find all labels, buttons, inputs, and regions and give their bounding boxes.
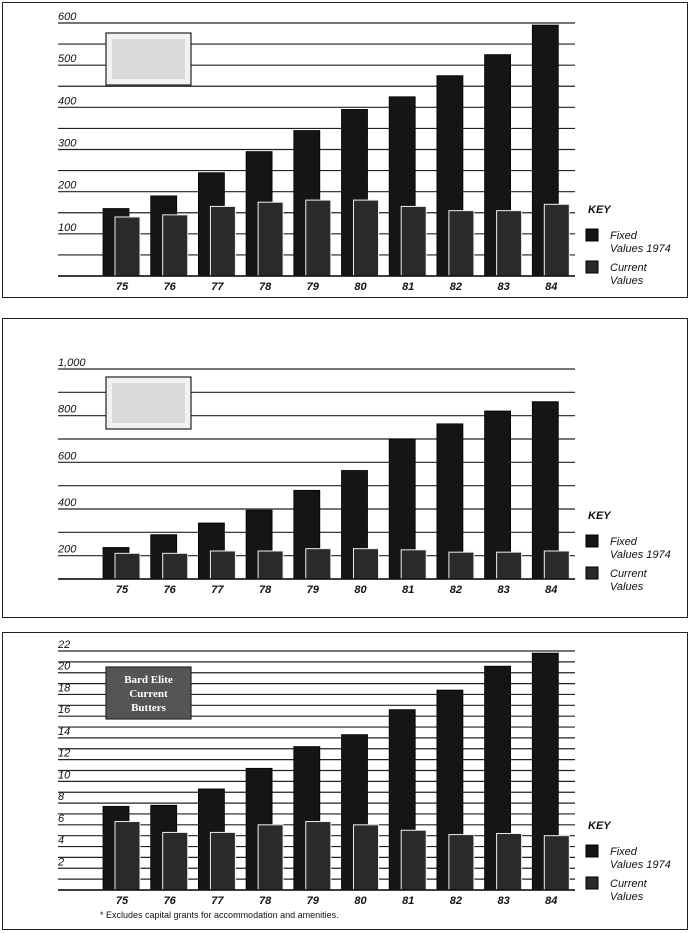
inset-label-texture	[112, 39, 185, 79]
bar-current-values	[258, 202, 283, 276]
x-tick-label: 75	[115, 281, 129, 293]
y-tick-label: 14	[58, 725, 71, 738]
x-tick-label: 77	[211, 281, 224, 293]
inset-label-text: Butters	[131, 702, 166, 714]
x-tick-label: 84	[545, 281, 558, 293]
bar-current-values	[210, 551, 235, 579]
x-tick-label: 77	[211, 895, 224, 907]
x-tick-label: 84	[545, 584, 558, 596]
x-tick-label: 80	[354, 281, 367, 293]
chart-panel-3	[2, 632, 688, 930]
inset-label-text: Bard Elite	[124, 674, 173, 686]
legend-label: Values	[610, 891, 644, 903]
legend-label: Values 1974	[610, 243, 671, 255]
chart-svg-2	[3, 319, 686, 616]
x-tick-label: 82	[449, 584, 463, 596]
bar-current-values	[497, 834, 522, 890]
y-tick-label: 12	[58, 747, 71, 760]
inset-label-text: Current	[129, 688, 168, 700]
x-tick-label: 81	[402, 281, 415, 293]
x-tick-label: 83	[497, 281, 510, 293]
y-tick-label: 10	[58, 769, 71, 782]
y-tick-label: 800	[58, 403, 77, 416]
chart-svg-1	[3, 3, 686, 296]
bar-current-values	[258, 825, 283, 890]
bar-current-values	[210, 832, 235, 890]
bar-current-values	[163, 832, 188, 890]
x-tick-label: 76	[163, 281, 176, 293]
footnote: * Excludes capital grants for accommodation and amenities.	[100, 910, 339, 920]
y-tick-label: 600	[58, 11, 77, 23]
y-tick-label: 8	[58, 791, 65, 804]
y-tick-label: 200	[58, 179, 77, 192]
key-title: KEY	[588, 820, 611, 832]
legend-label: Values	[610, 581, 644, 593]
y-tick-label: 500	[58, 53, 77, 66]
y-tick-label: 16	[58, 704, 71, 717]
bar-current-values	[306, 200, 331, 276]
y-tick-label: 600	[58, 450, 77, 463]
x-tick-label: 79	[306, 895, 319, 907]
x-tick-label: 81	[402, 584, 415, 596]
bar-current-values	[544, 204, 569, 276]
y-tick-label: 400	[58, 497, 77, 509]
bar-current-values	[258, 551, 283, 579]
legend-label: Values 1974	[610, 859, 671, 871]
bar-current-values	[497, 211, 522, 276]
bar-current-values	[306, 549, 331, 579]
inset-label-texture	[112, 383, 185, 423]
key-title: KEY	[588, 204, 611, 216]
x-tick-label: 78	[258, 584, 272, 596]
bar-current-values	[163, 215, 188, 276]
y-tick-label: 100	[58, 221, 77, 234]
x-tick-label: 79	[306, 584, 319, 596]
x-tick-label: 78	[258, 281, 272, 293]
bar-current-values	[449, 211, 474, 276]
bar-current-values	[115, 822, 140, 890]
x-tick-label: 84	[545, 895, 558, 907]
legend-swatch	[586, 535, 598, 547]
legend-swatch	[586, 261, 598, 273]
legend-label: Current	[610, 568, 647, 580]
bar-current-values	[401, 830, 426, 890]
y-tick-label: 4	[58, 834, 65, 847]
bar-current-values	[449, 835, 474, 890]
x-tick-label: 82	[449, 895, 463, 907]
x-tick-label: 83	[497, 584, 510, 596]
bar-current-values	[210, 206, 235, 276]
x-tick-label: 79	[306, 281, 319, 293]
legend-label: Values 1974	[610, 549, 671, 561]
legend-swatch	[586, 877, 598, 889]
bar-current-values	[449, 552, 474, 579]
bar-current-values	[115, 553, 140, 579]
x-tick-label: 75	[115, 895, 129, 907]
bar-current-values	[354, 549, 379, 579]
legend-label: Current	[610, 262, 647, 274]
y-tick-label: 200	[58, 543, 77, 556]
y-tick-label: 300	[58, 137, 77, 150]
bar-current-values	[163, 553, 188, 579]
x-tick-label: 75	[115, 584, 129, 596]
y-tick-label: 400	[58, 95, 77, 108]
y-tick-label: 6	[58, 812, 65, 825]
bar-current-values	[544, 836, 569, 890]
y-tick-label: 18	[58, 682, 71, 695]
legend-label: Values	[610, 275, 644, 287]
y-tick-label: 2	[58, 856, 65, 869]
x-tick-label: 78	[258, 895, 272, 907]
legend-swatch	[586, 567, 598, 579]
x-tick-label: 82	[449, 281, 463, 293]
x-tick-label: 80	[354, 895, 367, 907]
bar-current-values	[544, 551, 569, 579]
x-tick-label: 76	[163, 895, 176, 907]
legend-label: Current	[610, 878, 647, 890]
key-title: KEY	[588, 510, 611, 522]
x-tick-label: 80	[354, 584, 367, 596]
bar-current-values	[306, 822, 331, 890]
bar-current-values	[401, 550, 426, 579]
chart-svg-3	[3, 633, 686, 928]
chart-panel-1	[2, 2, 688, 298]
y-tick-label: 20	[58, 660, 71, 673]
x-tick-label: 83	[497, 895, 510, 907]
x-tick-label: 76	[163, 584, 176, 596]
bar-current-values	[354, 200, 379, 276]
bar-current-values	[401, 206, 426, 276]
x-tick-label: 81	[402, 895, 415, 907]
x-tick-label: 77	[211, 584, 224, 596]
legend-swatch	[586, 845, 598, 857]
chart-panel-2	[2, 318, 688, 618]
legend-swatch	[586, 229, 598, 241]
y-tick-label: 1,000	[58, 357, 86, 369]
legend-label: Fixed	[610, 536, 637, 548]
legend-label: Fixed	[610, 230, 637, 242]
bar-current-values	[115, 217, 140, 276]
bar-current-values	[497, 552, 522, 579]
y-tick-label: 22	[58, 639, 71, 651]
legend-label: Fixed	[610, 846, 637, 858]
bar-current-values	[354, 825, 379, 890]
